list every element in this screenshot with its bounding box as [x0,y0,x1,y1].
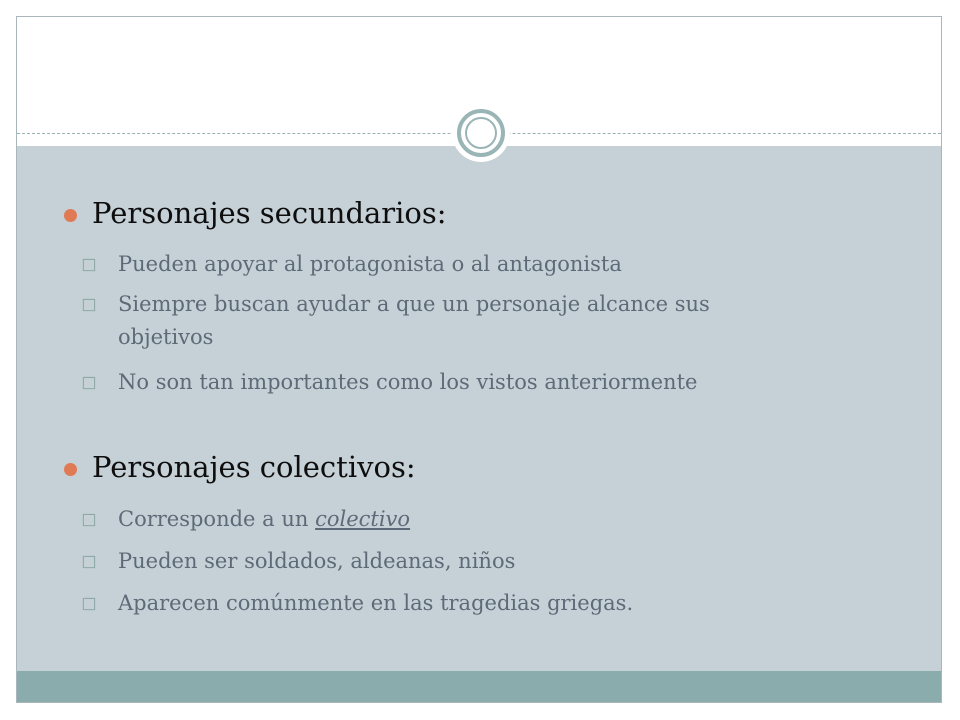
hollow-square-icon: ◻ [81,592,97,614]
heading-text: Personajes secundarios: [92,196,447,230]
hollow-square-icon: ◻ [81,371,97,393]
hollow-square-icon: ◻ [81,508,97,530]
list-item-prefix: Corresponde a un [118,507,309,531]
list-item-text: Pueden ser soldados, aldeanas, niños [118,549,516,573]
list-item-text: Pueden apoyar al protagonista o al antagonista [118,252,622,276]
hollow-square-icon: ◻ [81,253,97,275]
bullet-dot-icon [64,209,77,222]
list-item-text: objetivos [118,325,214,349]
list-item-text [118,503,410,536]
hollow-square-icon: ◻ [81,550,97,572]
heading-text: Personajes colectivos: [92,450,416,484]
list-item-text: Aparecen comúnmente en las tragedias griegas. [118,591,634,615]
list-item-text: Siempre buscan ayudar a que un personaje alcance sus [118,292,710,316]
colectivo-link[interactable]: colectivo [315,507,411,531]
list-item-text: No son tan importantes como los vistos anteriormente [118,370,698,394]
bullet-dot-icon [64,463,77,476]
footer-bar [17,671,941,702]
hollow-square-icon: ◻ [81,293,97,315]
decorative-inner-circle-icon [465,117,497,149]
